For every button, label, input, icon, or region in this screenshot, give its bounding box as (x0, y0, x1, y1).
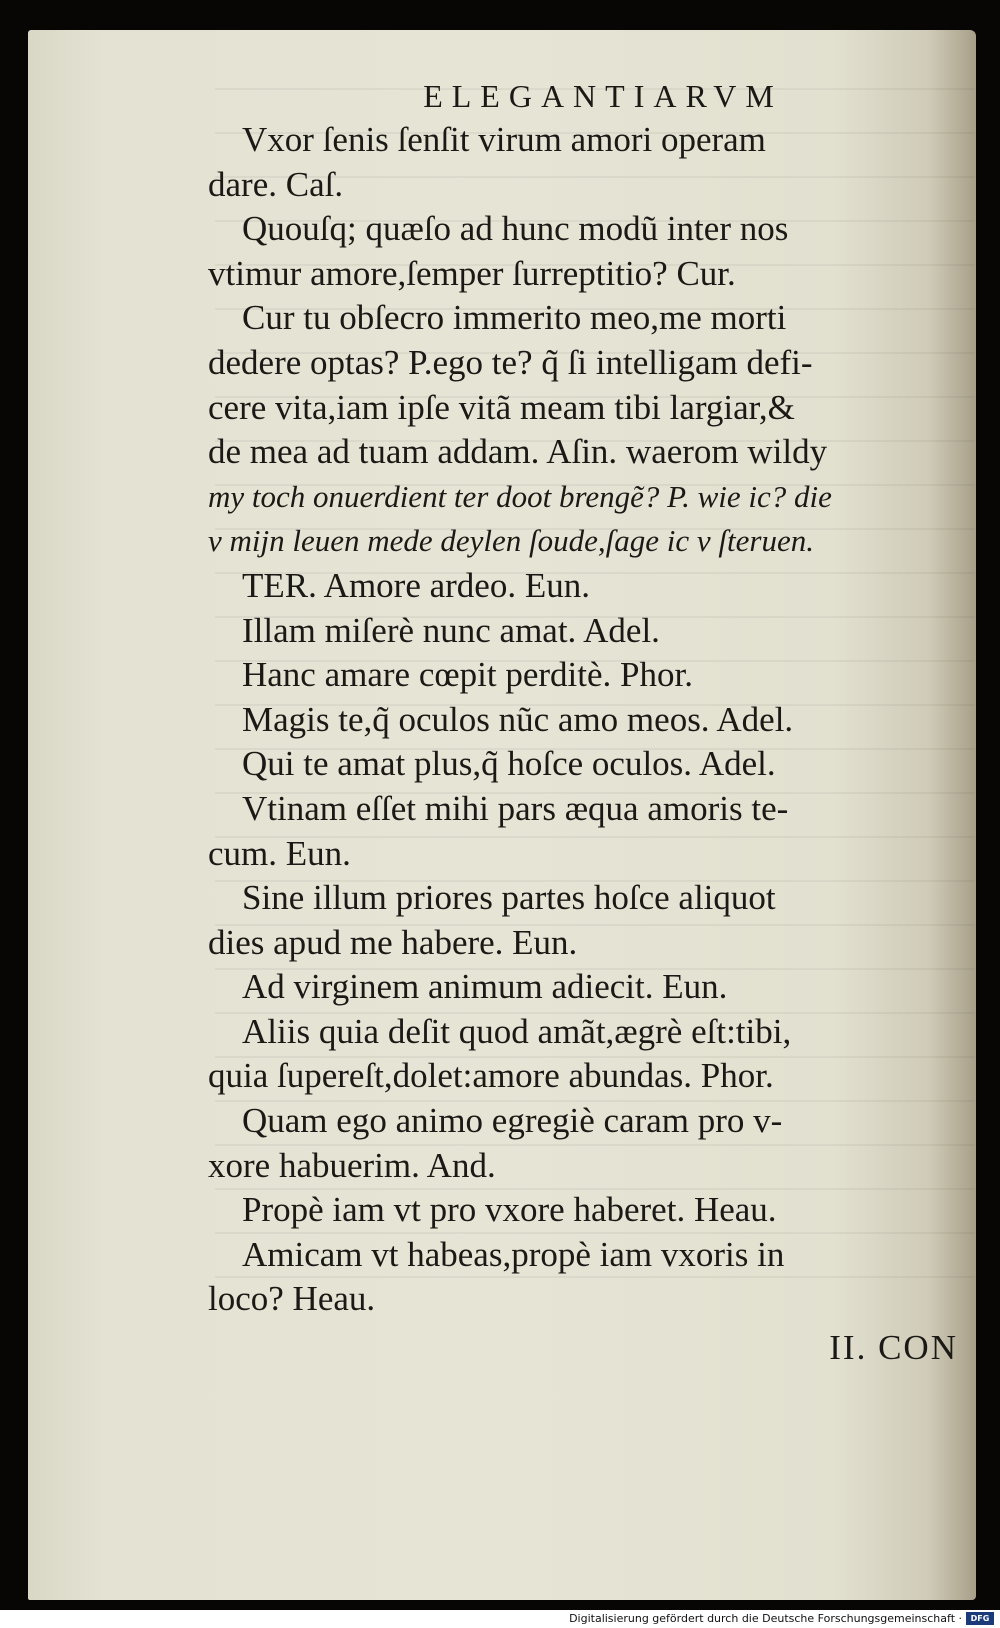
text-line: vtimur amore,ſemper ſurreptitio? Cur. (208, 253, 736, 293)
text-line: my toch onuerdient ter doot brengẽ? P. wie ic? die (208, 478, 832, 514)
catchword: II. CON (829, 1328, 958, 1368)
text-line: dare. Caſ. (208, 164, 344, 204)
text-line: v mijn leuen mede deylen ſoude,ſage ic v ſteruen. (208, 523, 814, 559)
text-line: Ad virginem animum adiecit. Eun. (242, 967, 728, 1007)
text-line: quia ſupereſt,dolet:amore abundas. Phor. (208, 1056, 774, 1096)
text-line: Cur tu obſecro immerito meo,me morti (242, 298, 787, 338)
text-line: Qui te amat plus,q̃ hoſce oculos. Adel. (242, 744, 776, 784)
text-line: Hanc amare cœpit perditè. Phor. (242, 655, 693, 695)
text-line: TER. Amore ardeo. Eun. (242, 565, 590, 605)
text-line: dies apud me habere. Eun. (208, 922, 578, 962)
text-line: loco? Heau. (208, 1279, 376, 1319)
text-line: de mea ad tuam addam. Aſin. waerom wildy (208, 432, 828, 472)
text-lines (208, 118, 958, 1322)
text-line: Quouſq; quæſo ad hunc modũ inter nos (242, 209, 789, 249)
page-text-block (208, 74, 958, 1368)
text-line: xore habuerim. And. (208, 1145, 496, 1185)
text-line: Amicam vt habeas,propè iam vxoris in (242, 1234, 785, 1274)
text-line: Sine illum priores partes hoſce aliquot (242, 878, 776, 918)
running-head: ELEGANTIARVM (423, 78, 783, 114)
text-line: Illam miſerè nunc amat. Adel. (242, 610, 660, 650)
text-line: cere vita,iam ipſe vitã meam tibi largiar,& (208, 387, 795, 427)
text-line: Magis te,q̃ oculos nũc amo meos. Adel. (242, 699, 794, 739)
text-line: Aliis quia deſit quod amãt,ægrè eſt:tibi, (242, 1011, 792, 1051)
text-line: Vtinam eſſet mihi pars æqua amoris te- (242, 788, 789, 828)
dfg-logo: DFG (966, 1612, 994, 1625)
footer-credit: Digitalisierung gefördert durch die Deutsche Forschungsgemeinschaft · (569, 1612, 962, 1625)
text-line: dedere optas? P.ego te? q̃ ſi intelligam defi- (208, 342, 813, 382)
text-line: Quam ego animo egregiè caram pro v- (242, 1101, 783, 1141)
text-line: Vxor ſenis ſenſit virum amori operam (242, 120, 766, 159)
text-line: cum. Eun. (208, 833, 351, 873)
text-line: Propè iam vt pro vxore haberet. Heau. (242, 1190, 777, 1230)
